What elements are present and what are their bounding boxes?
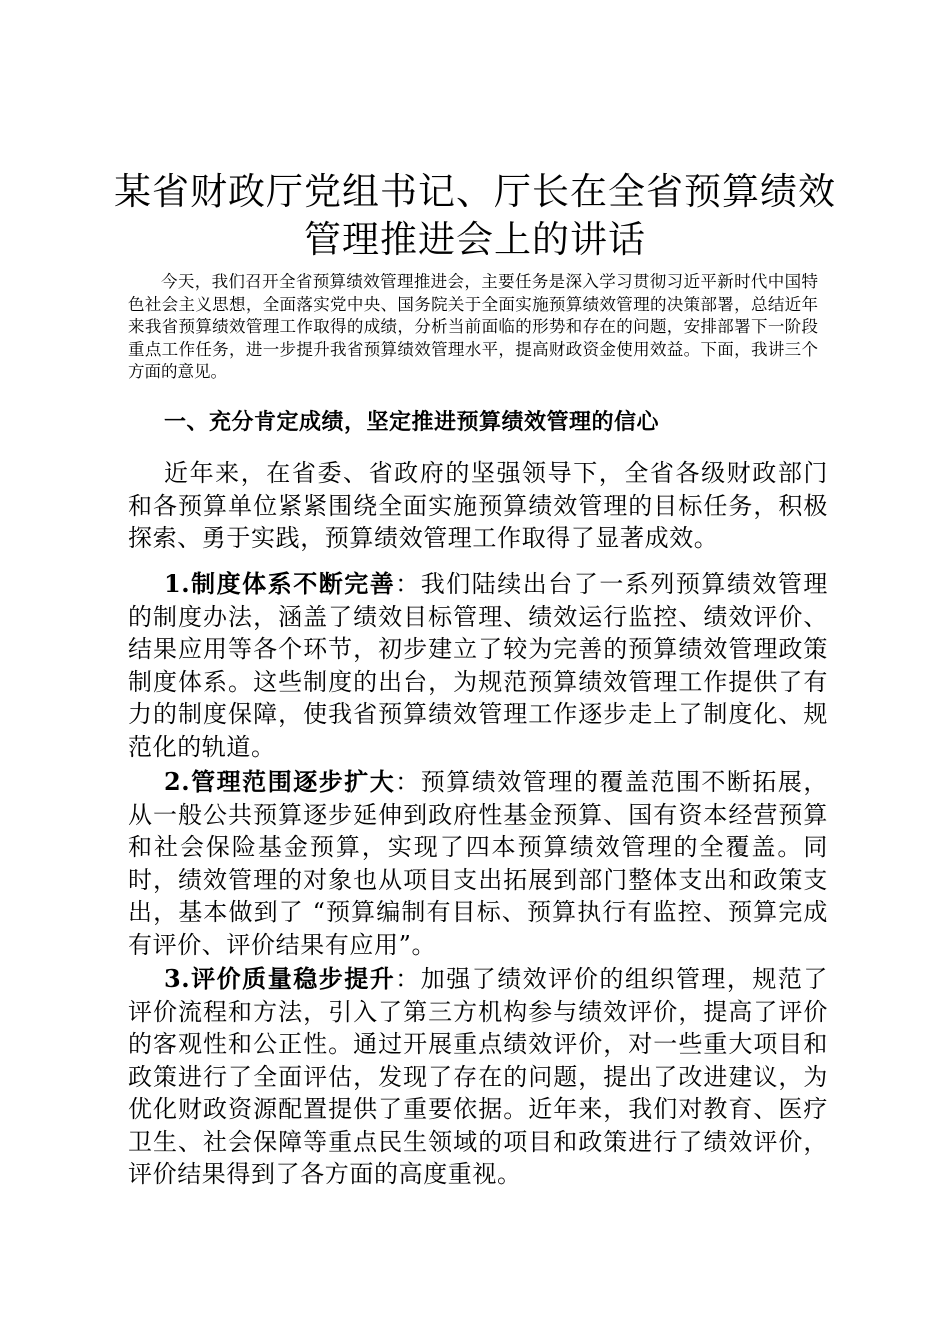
item-text: ：我们陆续出台了一系列预算绩效管理的制度办法，涵盖了绩效目标管理、绩效运行监控、绩效评价、结果应用等各个环节，初步建立了较为完善的预算绩效管理政策制度体系。这些制度的出台，为规范预算绩效管理工作提供了有力的制度保障，使我省预算绩效管理工作逐步走上了制度化、规范化的轨道。: [128, 570, 828, 761]
list-item: [128, 568, 828, 763]
document-title: 某省财政厅党组书记、厅长在全省预算绩效管理推进会上的讲话: [114, 170, 836, 261]
item-text: ：预算绩效管理的覆盖范围不断拓展，从一般公共预算逐步延伸到政府性基金预算、国有资本经营预算和社会保险基金预算，实现了四本预算绩效管理的全覆盖。同时，绩效管理的对象也从项目支出拓展到部门整体支出和政策支出，基本做到了 “预算编制有目标、预算执行有监控、预算完成有评价、评价结果有应用”。: [128, 768, 828, 959]
item-heading: 1.制度体系不断完善: [164, 569, 396, 598]
item-heading: 2.管理范围逐步扩大: [164, 767, 396, 796]
intro-paragraph: 今天，我们召开全省预算绩效管理推进会，主要任务是深入学习贯彻习近平新时代中国特色社会主义思想，全面落实党中央、国务院关于全面实施预算绩效管理的决策部署，总结近年来我省预算绩效管理工作取得的成绩，分析当前面临的形势和存在的问题，安排部署下一阶段重点工作任务，进一步提升我省预算绩效管理水平，提高财政资金使用效益。下面，我讲三个方面的意见。: [128, 272, 818, 381]
section-intro-paragraph: 近年来，在省委、省政府的坚强领导下，全省各级财政部门和各预算单位紧紧围绕全面实施预算绩效管理的目标任务，积极探索、勇于实践，预算绩效管理工作取得了显著成效。: [128, 459, 828, 552]
section-heading: 一、充分肯定成绩，坚定推进预算绩效管理的信心: [164, 409, 660, 435]
list-item: [128, 963, 828, 1191]
item-heading: 3.评价质量稳步提升: [164, 964, 396, 993]
list-item: [128, 766, 828, 961]
item-text: ：加强了绩效评价的组织管理，规范了评价流程和方法，引入了第三方机构参与绩效评价，提高了评价的客观性和公正性。通过开展重点绩效评价，对一些重大项目和政策进行了全面评估，发现了存在的问题，提出了改进建议，为优化财政资源配置提供了重要依据。近年来，我们对教育、医疗卫生、社会保障等重点民生领域的项目和政策进行了绩效评价，评价结果得到了各方面的高度重视。: [128, 965, 828, 1188]
